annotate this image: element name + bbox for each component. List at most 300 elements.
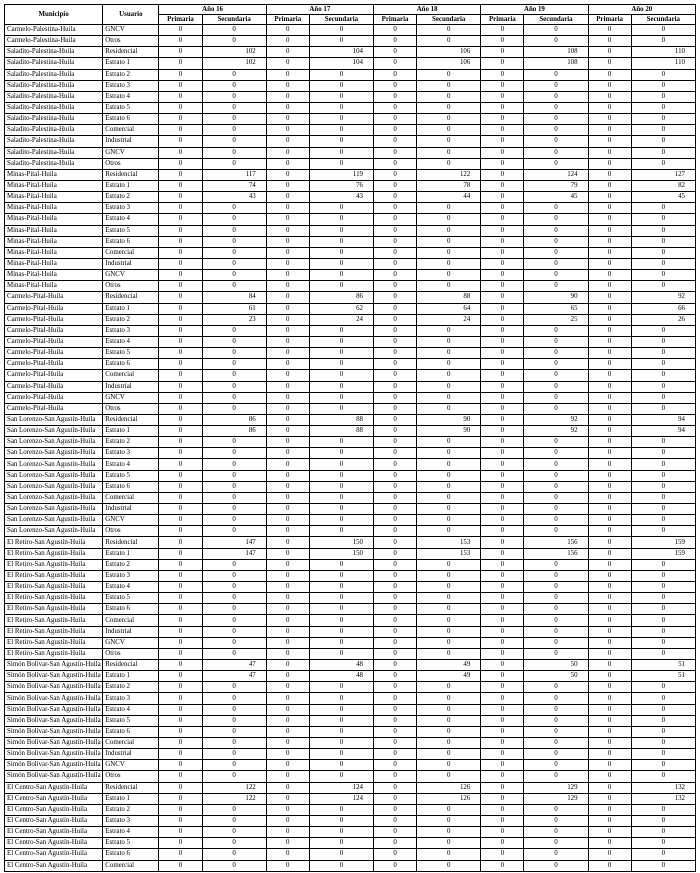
primaria-cell: 0 <box>159 114 202 125</box>
secundaria-cell: 0 <box>524 827 588 838</box>
primaria-cell: 0 <box>374 147 417 158</box>
primaria-cell: 0 <box>266 80 309 91</box>
secundaria-cell: 129 <box>524 782 588 793</box>
primaria-cell: 0 <box>481 403 524 414</box>
usuario-cell: Comercial <box>103 492 159 503</box>
primaria-cell: 0 <box>588 760 631 771</box>
primaria-cell: 0 <box>588 69 631 80</box>
primaria-cell: 0 <box>374 381 417 392</box>
table-row <box>5 214 696 225</box>
secundaria-cell: 94 <box>631 414 695 425</box>
table-row <box>5 849 696 860</box>
secundaria-cell: 0 <box>202 158 266 169</box>
secundaria-cell: 0 <box>309 147 373 158</box>
secundaria-cell: 0 <box>202 392 266 403</box>
primaria-cell: 0 <box>159 281 202 292</box>
municipio-cell: Minas-Pital-Huila <box>5 270 103 281</box>
secundaria-cell: 0 <box>524 36 588 47</box>
secundaria-cell: 156 <box>524 548 588 559</box>
secundaria-cell: 0 <box>417 827 481 838</box>
secundaria-cell: 0 <box>524 504 588 515</box>
municipio-cell: Minas-Pital-Huila <box>5 192 103 203</box>
primaria-cell: 0 <box>588 203 631 214</box>
primaria-cell: 0 <box>266 25 309 36</box>
municipio-cell: Minas-Pital-Huila <box>5 281 103 292</box>
secundaria-cell: 0 <box>417 504 481 515</box>
primaria-cell: 0 <box>588 749 631 760</box>
secundaria-cell: 0 <box>631 648 695 659</box>
secundaria-cell: 0 <box>309 771 373 782</box>
primaria-cell: 0 <box>266 258 309 269</box>
secundaria-cell: 0 <box>524 526 588 537</box>
secundaria-cell: 0 <box>309 258 373 269</box>
secundaria-cell: 0 <box>631 749 695 760</box>
secundaria-cell: 0 <box>309 570 373 581</box>
secundaria-cell: 0 <box>631 437 695 448</box>
primaria-cell: 0 <box>481 704 524 715</box>
secundaria-cell: 0 <box>524 80 588 91</box>
secundaria-cell: 0 <box>202 125 266 136</box>
secundaria-cell: 0 <box>417 114 481 125</box>
municipio-cell: Carmelo-Palestina-Huila <box>5 36 103 47</box>
table-row <box>5 492 696 503</box>
secundaria-cell: 45 <box>631 192 695 203</box>
primaria-cell: 0 <box>159 426 202 437</box>
secundaria-cell: 0 <box>309 214 373 225</box>
primaria-cell: 0 <box>481 793 524 804</box>
primaria-cell: 0 <box>481 314 524 325</box>
secundaria-cell: 84 <box>202 292 266 303</box>
primaria-cell: 0 <box>159 192 202 203</box>
municipio-cell: El Retiro-San Agustín-Huila <box>5 593 103 604</box>
year-header: Año 17 <box>266 5 373 15</box>
secundaria-cell: 0 <box>417 69 481 80</box>
table-row <box>5 459 696 470</box>
primaria-cell: 0 <box>374 648 417 659</box>
primaria-cell: 0 <box>481 336 524 347</box>
primaria-cell: 0 <box>159 36 202 47</box>
primaria-cell: 0 <box>374 492 417 503</box>
primaria-cell: 0 <box>266 292 309 303</box>
municipio-cell: Carmelo-Pital-Huila <box>5 336 103 347</box>
secundaria-cell: 0 <box>524 437 588 448</box>
usuario-cell: Otros <box>103 526 159 537</box>
primaria-cell: 0 <box>374 292 417 303</box>
secundaria-cell: 0 <box>631 827 695 838</box>
municipio-cell: San Lorenzo-San Agustín-Huila <box>5 426 103 437</box>
primaria-cell: 0 <box>374 504 417 515</box>
primaria-cell: 0 <box>266 470 309 481</box>
table-row <box>5 414 696 425</box>
secundaria-cell: 0 <box>417 515 481 526</box>
secundaria-cell: 0 <box>631 392 695 403</box>
table-row <box>5 125 696 136</box>
primaria-cell: 0 <box>159 91 202 102</box>
municipio-cell: Simón Bolívar-San Agustín-Huila <box>5 693 103 704</box>
primaria-cell: 0 <box>159 225 202 236</box>
secundaria-cell: 0 <box>202 102 266 113</box>
secundaria-cell: 0 <box>524 481 588 492</box>
primaria-cell: 0 <box>588 325 631 336</box>
municipio-cell: San Lorenzo-San Agustín-Huila <box>5 504 103 515</box>
secundaria-cell: 0 <box>202 258 266 269</box>
usuario-cell: Otros <box>103 281 159 292</box>
primaria-cell: 0 <box>266 782 309 793</box>
secundaria-cell: 0 <box>417 648 481 659</box>
table-row <box>5 771 696 782</box>
primaria-cell: 0 <box>266 114 309 125</box>
primaria-cell: 0 <box>159 258 202 269</box>
secundaria-cell: 0 <box>309 526 373 537</box>
municipio-cell: Saladito-Palestina-Huila <box>5 158 103 169</box>
primaria-cell: 0 <box>266 270 309 281</box>
secundaria-cell: 122 <box>202 793 266 804</box>
table-row <box>5 336 696 347</box>
primaria-cell: 0 <box>374 715 417 726</box>
secundaria-cell: 0 <box>309 749 373 760</box>
municipio-cell: Minas-Pital-Huila <box>5 258 103 269</box>
primaria-cell: 0 <box>266 693 309 704</box>
secundaria-cell: 0 <box>202 849 266 860</box>
secundaria-cell: 0 <box>202 481 266 492</box>
secundaria-cell: 0 <box>309 738 373 749</box>
secundaria-cell: 0 <box>524 726 588 737</box>
primaria-cell: 0 <box>159 336 202 347</box>
secundaria-cell: 0 <box>417 203 481 214</box>
secundaria-cell: 0 <box>202 281 266 292</box>
municipio-cell: El Retiro-San Agustín-Huila <box>5 582 103 593</box>
table-row <box>5 359 696 370</box>
primaria-cell: 0 <box>588 392 631 403</box>
secundaria-cell: 0 <box>524 158 588 169</box>
secundaria-cell: 78 <box>417 180 481 191</box>
secundaria-cell: 156 <box>524 537 588 548</box>
primaria-cell: 0 <box>266 492 309 503</box>
secundaria-cell: 0 <box>524 381 588 392</box>
primaria-cell: 0 <box>588 114 631 125</box>
secundaria-cell: 0 <box>202 36 266 47</box>
municipio-cell: Carmelo-Pital-Huila <box>5 348 103 359</box>
secundaria-cell: 0 <box>631 604 695 615</box>
primaria-cell: 0 <box>266 414 309 425</box>
primaria-cell: 0 <box>481 827 524 838</box>
primaria-cell: 0 <box>159 359 202 370</box>
municipio-cell: Saladito-Palestina-Huila <box>5 58 103 69</box>
primaria-cell: 0 <box>266 448 309 459</box>
secundaria-cell: 0 <box>631 114 695 125</box>
primaria-cell: 0 <box>374 258 417 269</box>
secundaria-cell: 0 <box>309 348 373 359</box>
primaria-cell: 0 <box>266 637 309 648</box>
secundaria-cell: 0 <box>417 258 481 269</box>
secundaria-cell: 0 <box>417 437 481 448</box>
primaria-cell: 0 <box>266 671 309 682</box>
primaria-cell: 0 <box>266 281 309 292</box>
primaria-cell: 0 <box>481 682 524 693</box>
municipio-cell: El Centro-San Agustín-Huila <box>5 838 103 849</box>
secundaria-cell: 0 <box>202 80 266 91</box>
secundaria-cell: 0 <box>202 370 266 381</box>
secundaria-cell: 0 <box>309 515 373 526</box>
secundaria-cell: 0 <box>524 604 588 615</box>
secundaria-cell: 0 <box>309 481 373 492</box>
municipio-cell: El Retiro-San Agustín-Huila <box>5 548 103 559</box>
secundaria-cell: 110 <box>631 47 695 58</box>
primaria-cell: 0 <box>588 459 631 470</box>
secundaria-cell: 0 <box>417 36 481 47</box>
table-row <box>5 860 696 871</box>
primaria-cell: 0 <box>159 693 202 704</box>
primaria-cell: 0 <box>481 325 524 336</box>
municipio-cell: Minas-Pital-Huila <box>5 169 103 180</box>
secundaria-cell: 150 <box>309 537 373 548</box>
primaria-cell: 0 <box>159 526 202 537</box>
primaria-cell: 0 <box>481 102 524 113</box>
usuario-header: Usuario <box>103 5 159 25</box>
primaria-cell: 0 <box>588 348 631 359</box>
primaria-cell: 0 <box>159 125 202 136</box>
secundaria-cell: 0 <box>309 125 373 136</box>
table-row <box>5 682 696 693</box>
primaria-cell: 0 <box>588 704 631 715</box>
secundaria-cell: 0 <box>309 492 373 503</box>
table-row <box>5 270 696 281</box>
secundaria-cell: 0 <box>309 136 373 147</box>
secundaria-cell: 0 <box>524 593 588 604</box>
usuario-cell: Estrato 3 <box>103 570 159 581</box>
secundaria-cell: 0 <box>309 91 373 102</box>
table-row <box>5 158 696 169</box>
usuario-cell: Estrato 4 <box>103 582 159 593</box>
primaria-cell: 0 <box>481 470 524 481</box>
secundaria-cell: 0 <box>417 760 481 771</box>
table-row <box>5 715 696 726</box>
secundaria-cell: 153 <box>417 537 481 548</box>
table-row <box>5 114 696 125</box>
primaria-cell: 0 <box>588 91 631 102</box>
primaria-cell: 0 <box>159 804 202 815</box>
primaria-cell: 0 <box>374 570 417 581</box>
secundaria-cell: 48 <box>309 671 373 682</box>
secundaria-cell: 0 <box>202 626 266 637</box>
primaria-cell: 0 <box>266 593 309 604</box>
primaria-cell: 0 <box>374 459 417 470</box>
usuario-cell: Residencial <box>103 782 159 793</box>
secundaria-cell: 0 <box>631 80 695 91</box>
primaria-cell: 0 <box>588 125 631 136</box>
municipio-cell: Saladito-Palestina-Huila <box>5 147 103 158</box>
secundaria-cell: 0 <box>309 236 373 247</box>
municipio-cell: El Retiro-San Agustín-Huila <box>5 648 103 659</box>
primaria-cell: 0 <box>481 715 524 726</box>
secundaria-cell: 0 <box>202 682 266 693</box>
secundaria-cell: 0 <box>417 593 481 604</box>
secundaria-cell: 79 <box>524 180 588 191</box>
usuario-cell: Residencial <box>103 47 159 58</box>
table-row <box>5 136 696 147</box>
primaria-cell: 0 <box>266 225 309 236</box>
primaria-cell: 0 <box>374 626 417 637</box>
usuario-cell: Estrato 1 <box>103 303 159 314</box>
usuario-cell: Estrato 5 <box>103 715 159 726</box>
secundaria-cell: 0 <box>202 403 266 414</box>
secundaria-cell: 0 <box>417 158 481 169</box>
municipio-cell: Carmelo-Pital-Huila <box>5 359 103 370</box>
primaria-cell: 0 <box>588 470 631 481</box>
secundaria-cell: 0 <box>309 615 373 626</box>
secundaria-cell: 126 <box>417 793 481 804</box>
primaria-cell: 0 <box>159 515 202 526</box>
primaria-cell: 0 <box>374 704 417 715</box>
secundaria-cell: 0 <box>202 715 266 726</box>
primaria-cell: 0 <box>588 548 631 559</box>
usuario-cell: Comercial <box>103 738 159 749</box>
primaria-cell: 0 <box>266 726 309 737</box>
primaria-cell: 0 <box>588 158 631 169</box>
primaria-cell: 0 <box>159 147 202 158</box>
secundaria-cell: 0 <box>524 615 588 626</box>
secundaria-cell: 0 <box>631 738 695 749</box>
usuario-cell: Residencial <box>103 292 159 303</box>
primaria-header: Primaria <box>481 15 524 25</box>
secundaria-cell: 0 <box>631 69 695 80</box>
primaria-cell: 0 <box>374 325 417 336</box>
secundaria-cell: 0 <box>631 102 695 113</box>
secundaria-cell: 0 <box>309 604 373 615</box>
secundaria-cell: 0 <box>309 336 373 347</box>
secundaria-cell: 106 <box>417 58 481 69</box>
secundaria-cell: 0 <box>524 626 588 637</box>
primaria-cell: 0 <box>266 559 309 570</box>
primaria-cell: 0 <box>266 793 309 804</box>
primaria-cell: 0 <box>266 481 309 492</box>
primaria-cell: 0 <box>374 236 417 247</box>
municipio-cell: El Retiro-San Agustín-Huila <box>5 537 103 548</box>
secundaria-cell: 0 <box>309 726 373 737</box>
secundaria-cell: 0 <box>309 158 373 169</box>
table-row <box>5 392 696 403</box>
primaria-cell: 0 <box>266 537 309 548</box>
table-row <box>5 91 696 102</box>
secundaria-cell: 0 <box>524 359 588 370</box>
table-row <box>5 69 696 80</box>
secundaria-cell: 102 <box>202 58 266 69</box>
secundaria-cell: 0 <box>202 136 266 147</box>
primaria-cell: 0 <box>481 481 524 492</box>
primaria-cell: 0 <box>159 626 202 637</box>
secundaria-cell: 0 <box>417 492 481 503</box>
table-row <box>5 815 696 826</box>
secundaria-cell: 0 <box>631 849 695 860</box>
secundaria-cell: 0 <box>202 236 266 247</box>
municipio-cell: Carmelo-Pital-Huila <box>5 403 103 414</box>
secundaria-header: Secundaria <box>202 15 266 25</box>
primaria-cell: 0 <box>374 314 417 325</box>
primaria-header: Primaria <box>588 15 631 25</box>
secundaria-cell: 0 <box>631 25 695 36</box>
primaria-cell: 0 <box>159 158 202 169</box>
secundaria-cell: 0 <box>524 459 588 470</box>
secundaria-cell: 0 <box>417 693 481 704</box>
primaria-cell: 0 <box>481 559 524 570</box>
secundaria-cell: 0 <box>631 336 695 347</box>
primaria-cell: 0 <box>266 660 309 671</box>
primaria-cell: 0 <box>588 247 631 258</box>
secundaria-cell: 0 <box>202 91 266 102</box>
usuario-cell: Estrato 1 <box>103 426 159 437</box>
primaria-cell: 0 <box>159 537 202 548</box>
primaria-cell: 0 <box>374 80 417 91</box>
primaria-cell: 0 <box>266 570 309 581</box>
table-row <box>5 749 696 760</box>
secundaria-cell: 0 <box>524 559 588 570</box>
primaria-cell: 0 <box>159 180 202 191</box>
secundaria-cell: 0 <box>524 258 588 269</box>
table-header <box>5 5 696 25</box>
secundaria-cell: 0 <box>309 114 373 125</box>
table-row <box>5 403 696 414</box>
primaria-cell: 0 <box>588 738 631 749</box>
primaria-cell: 0 <box>588 570 631 581</box>
primaria-cell: 0 <box>266 626 309 637</box>
secundaria-cell: 0 <box>524 760 588 771</box>
primaria-cell: 0 <box>374 448 417 459</box>
primaria-cell: 0 <box>588 526 631 537</box>
secundaria-cell: 122 <box>202 782 266 793</box>
secundaria-cell: 122 <box>417 169 481 180</box>
municipio-cell: Simón Bolívar-San Agustín-Huila <box>5 682 103 693</box>
usuario-cell: GNCV <box>103 147 159 158</box>
primaria-cell: 0 <box>266 314 309 325</box>
secundaria-cell: 0 <box>202 815 266 826</box>
primaria-cell: 0 <box>588 715 631 726</box>
secundaria-cell: 0 <box>309 593 373 604</box>
primaria-cell: 0 <box>588 36 631 47</box>
table-row <box>5 693 696 704</box>
usuario-cell: Estrato 1 <box>103 58 159 69</box>
usuario-cell: Estrato 3 <box>103 693 159 704</box>
secundaria-cell: 0 <box>631 570 695 581</box>
primaria-cell: 0 <box>374 437 417 448</box>
primaria-cell: 0 <box>481 648 524 659</box>
secundaria-cell: 90 <box>417 426 481 437</box>
secundaria-cell: 0 <box>417 749 481 760</box>
primaria-cell: 0 <box>588 270 631 281</box>
primaria-cell: 0 <box>266 437 309 448</box>
table-row <box>5 169 696 180</box>
secundaria-cell: 0 <box>309 693 373 704</box>
secundaria-cell: 0 <box>417 570 481 581</box>
primaria-cell: 0 <box>374 749 417 760</box>
secundaria-cell: 0 <box>631 136 695 147</box>
primaria-cell: 0 <box>588 504 631 515</box>
primaria-cell: 0 <box>588 236 631 247</box>
usuario-cell: Estrato 6 <box>103 359 159 370</box>
secundaria-cell: 0 <box>202 559 266 570</box>
secundaria-cell: 0 <box>524 348 588 359</box>
secundaria-cell: 0 <box>417 270 481 281</box>
primaria-cell: 0 <box>588 147 631 158</box>
table-row <box>5 726 696 737</box>
secundaria-cell: 0 <box>202 648 266 659</box>
table-row <box>5 203 696 214</box>
primaria-cell: 0 <box>266 682 309 693</box>
usuario-cell: Industrial <box>103 626 159 637</box>
primaria-cell: 0 <box>266 604 309 615</box>
primaria-cell: 0 <box>374 738 417 749</box>
usuario-cell: Estrato 2 <box>103 314 159 325</box>
table-row <box>5 481 696 492</box>
